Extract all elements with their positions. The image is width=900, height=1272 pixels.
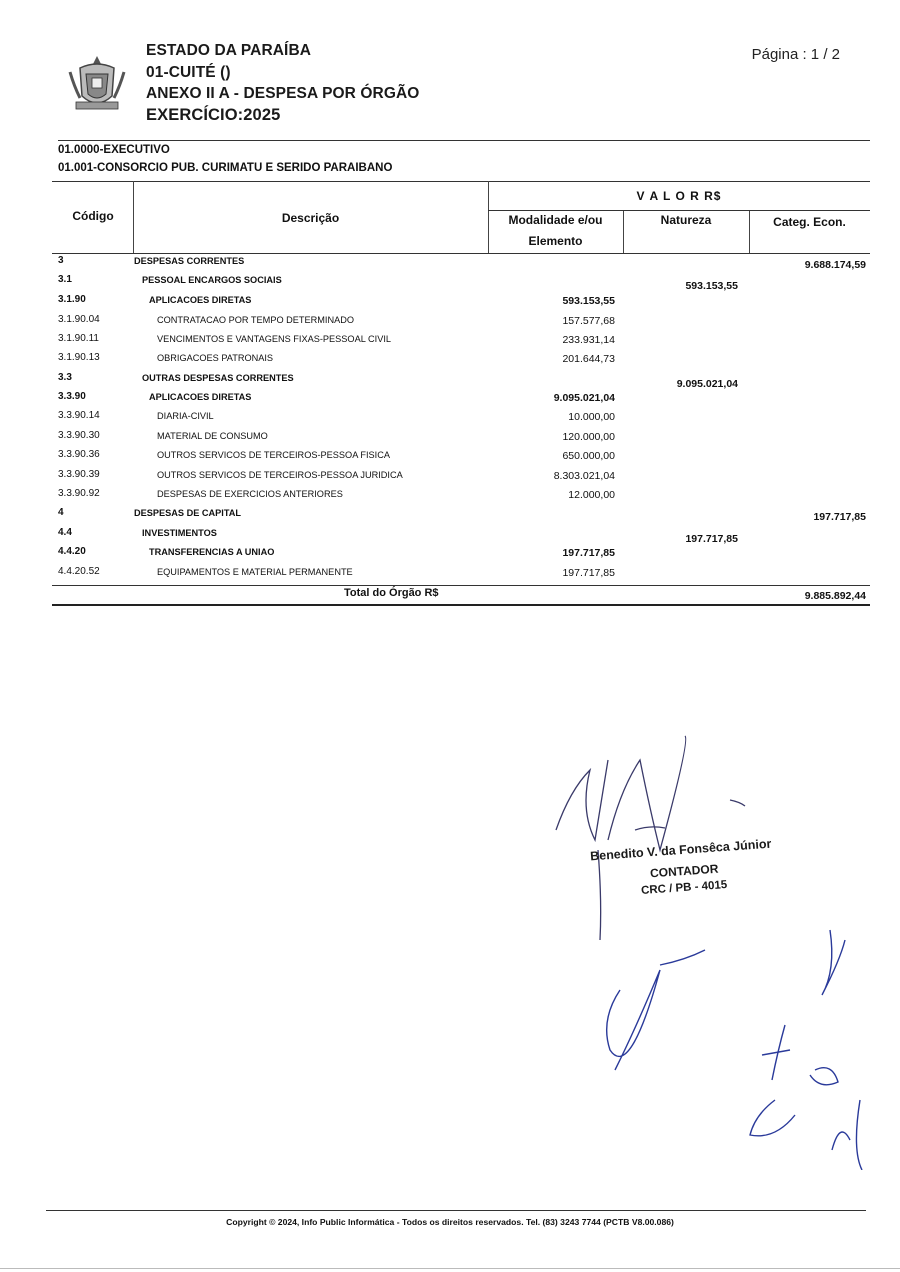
table-row <box>0 352 900 371</box>
row-modality-value: 650.000,00 <box>562 450 615 462</box>
row-code: 3.3.90.36 <box>58 449 100 460</box>
row-code: 3.1 <box>58 274 72 285</box>
row-description: DESPESAS DE EXERCICIOS ANTERIORES <box>157 489 343 499</box>
signer-name: Benedito V. da Fonsêca Júnior <box>589 836 772 864</box>
row-description: MATERIAL DE CONSUMO <box>157 431 268 441</box>
row-code: 3.3 <box>58 372 72 383</box>
total-label: Total do Órgão R$ <box>344 587 439 599</box>
table-header-rule <box>52 253 870 254</box>
row-description: DESPESAS DE CAPITAL <box>134 508 242 518</box>
column-header-element: Elemento <box>528 234 583 248</box>
column-header-modality: Modalidade e/ou <box>508 213 603 227</box>
row-code: 3.1.90.04 <box>58 314 100 325</box>
row-code: 4.4.20.52 <box>58 566 100 577</box>
table-row <box>0 430 900 449</box>
value-group-rule <box>488 210 870 211</box>
table-row <box>0 527 900 546</box>
row-code: 3.3.90.92 <box>58 488 100 499</box>
row-description: OUTRAS DESPESAS CORRENTES <box>142 373 294 383</box>
row-code: 3.3.90.39 <box>58 469 100 480</box>
table-row <box>0 488 900 507</box>
table-row <box>0 546 900 565</box>
footer-rule <box>46 1210 866 1211</box>
state-name: ESTADO DA PARAÍBA <box>146 42 312 59</box>
row-modality-value: 157.577,68 <box>562 315 615 327</box>
table-row <box>0 372 900 391</box>
row-description: PESSOAL ENCARGOS SOCIAIS <box>142 275 282 285</box>
row-description: TRANSFERENCIAS A UNIAO <box>149 547 275 557</box>
page-bottom-edge <box>0 1268 900 1269</box>
row-modality-value: 201.644,73 <box>562 353 615 365</box>
signer-role: CONTADOR <box>649 861 719 881</box>
entity-name: 01-CUITÉ () <box>146 64 231 81</box>
column-header-code: Código <box>72 209 114 223</box>
annex-title: ANEXO II A - DESPESA POR ÓRGÃO <box>146 85 420 102</box>
column-group-value: V A L O R R$ <box>636 189 722 203</box>
handwritten-signatures-icon <box>540 730 880 1170</box>
column-header-description: Descrição <box>281 211 340 225</box>
table-row <box>0 333 900 352</box>
table-row <box>0 469 900 488</box>
total-bottom-rule <box>52 604 870 606</box>
row-description: VENCIMENTOS E VANTAGENS FIXAS-PESSOAL CIVIL <box>157 334 391 344</box>
row-category-value: 9.688.174,59 <box>804 259 866 271</box>
row-modality-value: 197.717,85 <box>562 567 615 579</box>
row-nature-value: 9.095.021,04 <box>676 378 738 390</box>
row-modality-value: 120.000,00 <box>562 431 615 443</box>
table-row <box>0 507 900 526</box>
coat-of-arms-icon <box>66 52 128 114</box>
row-code: 4.4 <box>58 527 72 538</box>
row-description: OUTROS SERVICOS DE TERCEIROS-PESSOA FISICA <box>157 450 390 460</box>
row-modality-value: 593.153,55 <box>562 295 615 307</box>
signer-registration: CRC / PB - 4015 <box>640 879 728 897</box>
row-code: 3.3.90 <box>58 391 86 402</box>
table-row <box>0 410 900 429</box>
table-row <box>0 449 900 468</box>
table-row <box>0 255 900 274</box>
row-code: 3.3.90.30 <box>58 430 100 441</box>
row-code: 3 <box>58 255 64 266</box>
row-code: 3.3.90.14 <box>58 410 100 421</box>
table-row <box>0 566 900 585</box>
row-modality-value: 233.931,14 <box>562 334 615 346</box>
row-description: APLICACOES DIRETAS <box>149 392 252 402</box>
row-modality-value: 9.095.021,04 <box>553 392 615 404</box>
total-value: 9.885.892,44 <box>804 590 866 602</box>
table-row <box>0 391 900 410</box>
table-row <box>0 314 900 333</box>
total-top-rule <box>52 585 870 586</box>
row-description: DESPESAS CORRENTES <box>134 256 245 266</box>
unit-label: 01.001-CONSORCIO PUB. CURIMATU E SERIDO PARAIBANO <box>58 162 393 174</box>
row-modality-value: 10.000,00 <box>568 411 615 423</box>
table-row <box>0 274 900 293</box>
footer-copyright: Copyright © 2024, Info Public Informática - Todos os direitos reservados. Tel. (83) 3243 7744 (PCTB V8.00.086) <box>226 1217 674 1227</box>
header-divider <box>58 140 870 141</box>
fiscal-year: EXERCÍCIO:2025 <box>146 106 281 124</box>
row-description: OUTROS SERVICOS DE TERCEIROS-PESSOA JURIDICA <box>157 470 403 480</box>
row-description: EQUIPAMENTOS E MATERIAL PERMANENTE <box>157 567 353 577</box>
row-code: 4 <box>58 507 64 518</box>
row-code: 4.4.20 <box>58 546 86 557</box>
table-row <box>0 294 900 313</box>
row-nature-value: 593.153,55 <box>685 280 738 292</box>
row-description: APLICACOES DIRETAS <box>149 295 252 305</box>
row-modality-value: 8.303.021,04 <box>553 470 615 482</box>
row-description: CONTRATACAO POR TEMPO DETERMINADO <box>157 315 355 325</box>
row-modality-value: 12.000,00 <box>568 489 615 501</box>
row-nature-value: 197.717,85 <box>685 533 738 545</box>
column-header-economic-category: Categ. Econ. <box>773 215 846 229</box>
row-code: 3.1.90.11 <box>58 333 99 344</box>
table-top-rule <box>52 181 870 182</box>
row-description: INVESTIMENTOS <box>142 528 217 538</box>
row-category-value: 197.717,85 <box>813 511 866 523</box>
row-modality-value: 197.717,85 <box>562 547 615 559</box>
row-code: 3.1.90.13 <box>58 352 100 363</box>
row-code: 3.1.90 <box>58 294 86 305</box>
branch-label: 01.0000-EXECUTIVO <box>58 144 170 156</box>
page-number: Página : 1 / 2 <box>751 46 840 63</box>
row-description: OBRIGACOES PATRONAIS <box>157 353 274 363</box>
row-description: DIARIA-CIVIL <box>157 411 214 421</box>
column-header-nature: Natureza <box>660 213 712 227</box>
